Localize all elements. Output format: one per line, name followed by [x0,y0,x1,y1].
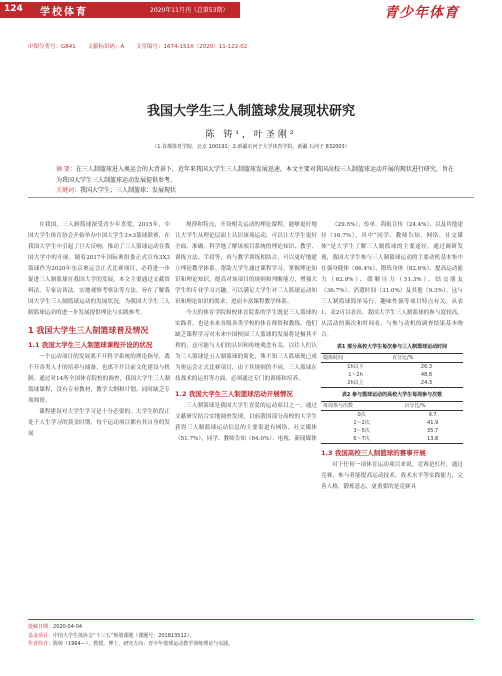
table-1 [321,353,463,388]
table-header: 百分比/% [402,402,463,411]
bio-label: 作者简介： [28,641,54,647]
table-header: 每周参与次数 [321,402,402,411]
clc-code: 中图分类号：G841 [28,44,76,50]
doc-code: 文献标识码：A [87,44,125,50]
table-row [321,411,463,420]
table-row [321,427,463,435]
table-2 [321,401,463,444]
page-number: 124 [4,4,23,14]
subsection-heading: 1.1 我国大学生三人制篮球课程开设的状况 [28,341,153,349]
table-row [321,371,463,379]
table-row [321,419,463,427]
section-title: 学校体育 [40,7,88,18]
paragraph: 一个运动项目的发展离不开科学系统的理论指导，离不开各类人才的培养与储备，也离不开目前文化建设与机制。通过对14所全国体育院校的调查，我国大学生三人制篮球课程，没有专业教材，教学大纲和计划，同时缺乏专项师资。 [28,354,170,404]
footnote-block [28,619,474,649]
paragraph: 规律和特点，开设相关运动的理论课程，能够更好地让大学生从理论层面上认识该项运动，可以让大学生更好全面、准确、科学地了解该项目系统的理论知识、教学、训练方法、手段等，再与教学训练相结合，可以更好地建立理论教学体系。帮助大学生通过课程学习，掌握理论知识和理论知识，提高对该项目的规则和判断能力，增强大学生的专业学习兴趣，可以满足大学生对三人篮球运动知识和理论知识的渴求，进而丰富课程教学体系。 [175,222,317,305]
author-bio [28,640,474,649]
table-1-caption: 表1 部分高校大学生每次参与三人制篮球运动时间 [336,344,448,350]
fund-value: 中国大学生体协会“十三五”规划课题（课题号：201813512）。 [53,632,195,639]
abstract-label: 摘 要： [56,166,76,173]
table-cell: 41.9 [427,420,439,426]
issue-info: 2020年11月刊（总第53期） [150,7,229,14]
abstract-block [56,165,456,197]
body-column-3 [321,220,463,493]
fund-info [28,632,474,641]
table-cell: 48.8 [420,372,433,378]
received-label: 投稿日期： [28,624,54,630]
table-header: 锻炼时间 [321,354,390,363]
table-row [321,379,463,388]
body-column-1 [28,220,170,440]
paragraph: 在我国，三人制篮球深受青少年喜爱。2015年，中国大学生体育协会开始举办中国大学生3×3篮球联赛，在我国大学生中引起了巨大反响，推动了三人篮球运动在我国大学中的开展。随着2017年国际奥组委正式宣布3X3篮球作为2020年东京奥运会正式比赛项目，必将进一步促进三人制篮球在我国大学的发展。本文主要通过文献资料法、专家访谈法、实地观察考察法等方法，旨在了解我国大学生三人制篮球运动的发展状况，为我国大学生三人制篮球运动的进一步发展提供理论与实践参考。 [28,222,170,316]
keywords-text: 我国大学生；三人制篮球；发展现状 [80,187,177,194]
table-cell: 1～2h [348,372,363,378]
paragraph: 对于任何一项体育运动项目来说，竞赛是杠杆，通过竞赛，参与者能提高运动技术、战术水平等实践能力，完善人格，锻炼意志，更重要的是竞赛具 [321,462,463,490]
table-row [321,435,463,444]
fund-label: 基金项目： [28,632,54,639]
abstract [56,165,456,186]
table-cell: 35.7 [427,428,439,434]
table-cell: 1h以下 [347,364,364,370]
table-cell: 3～5次 [353,428,370,434]
journal-logo: 青少年体育 [384,5,459,21]
table-cell: 2h以上 [321,379,390,388]
classification-line [28,42,257,50]
article-authors: 陈 铸¹，叶圣刚² [205,130,297,140]
table-cell: 9.7 [428,412,437,418]
table-cell: 0次 [357,412,366,418]
paragraph: 今天的体育学院和校体育院系的学生既是三人篮球的实践者，也是未来各级各类学校的体育师资和教练，他们缺乏课程学习对未来中国校园三人篮球的发展将是极其不利的，这可能与人们的认识和传统观念有关，以往人们认为三人篮球是五人制篮球的简化，殊不知三人篮球现已成为奥运会正式比赛项目，由于其规则的不同，三人篮球在技战术的运用等方面，必须通过专门的训练和培养。 [175,310,317,382]
keywords-label: 关键词： [56,187,81,194]
subsection-heading: 1.3 我国高校三人制篮球的赛事开展 [321,449,426,457]
section-heading: 1 我国大学生三人制篮球普及情况 [28,326,149,335]
keywords [56,186,456,197]
table-cell: 26.3 [420,364,433,370]
article-number: 文章编号：1674-151X（2020）11-122-02 [136,44,248,50]
page-header [0,0,502,22]
abstract-text: 在三人制篮球进入奥运会的大背景下，近年来我国大学生三人制篮球发展迅速。本文主要对我国高校三人制篮球运动开展的现状进行研究，旨在为我国大学生三人制篮球运动发展提供参考。 [56,166,454,184]
table-row [321,363,463,372]
table-header: 百分比/% [390,354,463,363]
paragraph: （29.5%）、传单、海报宣传（24.4%）、以及其他途径（16.7%）。其中“同学、教师告知、网络、社交媒体”是大学生了解三人制篮球的主要途径。通过调研发现，我国大学生参与三人制篮球运动的主要动机基本集中在强身健体（86.4%）、锻炼身体（82.6%）、提高运动能力（62.9%）、缓解压力（51.3%）、结交朋友（36.7%）、消遣时间（31.0%）及其他（9.3%）。这与三人制篮球简单易行、趣味性强等项目特点有关。从表1、表2可以看出，我国大学生三人制篮球的参与度较高，从活动的频次和时间看，与参与动机的调查结果基本吻合。 [321,222,463,338]
paragraph: 三人制篮球是我国大学生喜爱的运动项目之一，通过文献研究结合实地调查发现，目前我国部分高校的大学生获得三人制篮球运动信息的主要渠道有网络、社交媒体（51.7%）、同学、教师告知（64.0%）、电视、新闻媒体 [175,403,317,442]
table-2-caption: 表2 参与篮球运动的高校大学生每周参与次数 [341,392,443,398]
table-cell: 13.8 [402,435,463,444]
subsection-heading: 1.2 我国大学生三人制篮球活动开展情况 [175,390,293,398]
bio-value: 陈铸（1964—），教授，博士，研究方向：青少年篮球运动教学训练理论与实践。 [53,641,234,647]
abstract-divider [28,197,474,198]
received-date [28,623,474,632]
body-column-2 [175,220,317,445]
received-value: 2020-04-04 [53,624,83,630]
table-cell: 24.3 [390,379,463,388]
article-title: 我国大学生三人制篮球发展现状研究 [146,104,355,119]
table-cell: 6～7次 [321,435,402,444]
table-cell: 1～2次 [353,420,370,426]
author-affiliation: （1.首都体育学院，北京 100191；2.新疆石河子大学体育学院，新疆 石河子 832003） [152,144,350,150]
paragraph: 课程建设对大学生学习是十分必要的。大学生阶段正处于人生学习的黄金时期，每个运动项目都有其自身的发展 [28,409,170,437]
